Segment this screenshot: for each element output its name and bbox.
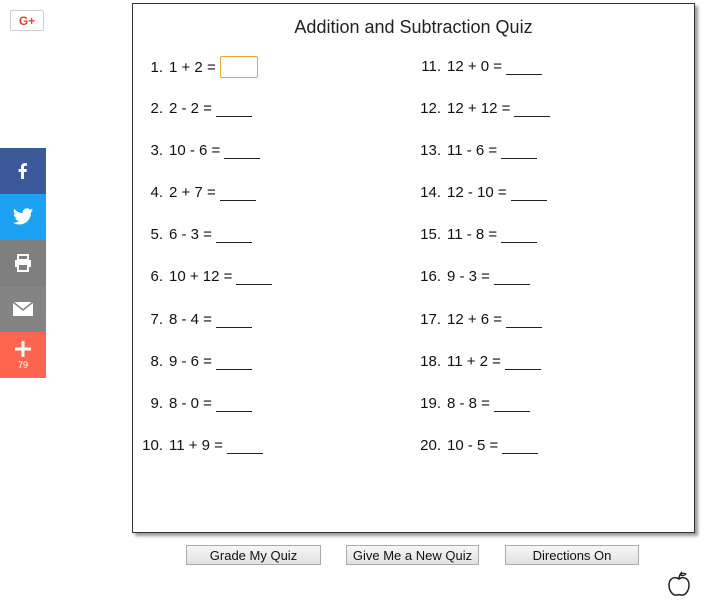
answer-input[interactable] — [502, 437, 538, 454]
question-text: 11 + 2 = — [447, 353, 501, 370]
question-number: 20. — [420, 437, 441, 454]
question-text: 2 - 2 = — [169, 100, 212, 117]
quiz-panel — [132, 3, 695, 533]
question-text: 12 + 12 = — [447, 100, 511, 117]
question-15 — [415, 226, 537, 243]
apple-logo-icon — [665, 570, 693, 598]
printer-icon — [13, 254, 33, 272]
question-number: 15. — [420, 226, 441, 243]
answer-input[interactable] — [227, 437, 263, 454]
question-4 — [137, 184, 256, 201]
question-17 — [415, 311, 542, 328]
question-number: 11. — [421, 58, 441, 75]
question-number: 16. — [420, 268, 441, 285]
question-number: 6. — [150, 268, 163, 285]
answer-input[interactable] — [216, 395, 252, 412]
question-3 — [137, 142, 260, 159]
question-text: 10 - 6 = — [169, 142, 221, 159]
facebook-icon — [13, 161, 33, 181]
question-7 — [137, 311, 252, 328]
answer-input[interactable] — [506, 58, 542, 75]
question-number: 19. — [420, 395, 441, 412]
question-number: 14. — [420, 184, 441, 201]
twitter-icon — [12, 207, 34, 227]
more-share-button[interactable] — [0, 332, 46, 378]
question-text: 2 + 7 = — [169, 184, 216, 201]
question-18 — [415, 353, 541, 370]
envelope-icon — [12, 301, 34, 317]
print-button[interactable] — [0, 240, 46, 286]
answer-input[interactable] — [220, 56, 258, 78]
question-2 — [137, 100, 252, 117]
question-number: 18. — [420, 353, 441, 370]
question-6 — [137, 268, 272, 285]
new-quiz-button[interactable]: Give Me a New Quiz — [346, 545, 479, 565]
plus-icon — [14, 340, 32, 358]
answer-input[interactable] — [505, 353, 541, 370]
question-text: 8 - 0 = — [169, 395, 212, 412]
question-text: 9 - 6 = — [169, 353, 212, 370]
question-text: 10 + 12 = — [169, 268, 233, 285]
share-bar — [0, 148, 46, 378]
answer-input[interactable] — [494, 395, 530, 412]
answer-input[interactable] — [216, 100, 252, 117]
question-9 — [137, 395, 252, 412]
question-19 — [415, 395, 530, 412]
answer-input[interactable] — [216, 311, 252, 328]
question-text: 1 + 2 = — [169, 58, 216, 76]
question-13 — [415, 142, 537, 159]
question-number: 2. — [150, 100, 163, 117]
answer-input[interactable] — [494, 268, 530, 285]
grade-quiz-button[interactable]: Grade My Quiz — [186, 545, 321, 565]
question-number: 5. — [150, 226, 163, 243]
question-1 — [137, 56, 258, 78]
question-8 — [137, 353, 252, 370]
question-text: 12 - 10 = — [447, 184, 507, 201]
answer-input[interactable] — [220, 184, 256, 201]
email-share-button[interactable] — [0, 286, 46, 332]
question-number: 7. — [150, 311, 163, 328]
question-text: 11 + 9 = — [169, 437, 223, 454]
answer-input[interactable] — [216, 226, 252, 243]
question-text: 8 - 4 = — [169, 311, 212, 328]
facebook-share-button[interactable] — [0, 148, 46, 194]
question-text: 6 - 3 = — [169, 226, 212, 243]
google-plus-label: G+ — [18, 13, 36, 28]
question-16 — [415, 268, 530, 285]
google-plus-button[interactable] — [10, 10, 44, 31]
question-12 — [415, 100, 550, 117]
question-number: 8. — [150, 353, 163, 370]
question-14 — [415, 184, 547, 201]
question-number: 3. — [150, 142, 163, 159]
answer-input[interactable] — [501, 142, 537, 159]
answer-input[interactable] — [216, 353, 252, 370]
question-number: 13. — [420, 142, 441, 159]
question-text: 8 - 8 = — [447, 395, 490, 412]
question-text: 9 - 3 = — [447, 268, 490, 285]
question-text: 11 - 6 = — [447, 142, 498, 159]
question-number: 4. — [150, 184, 163, 201]
question-20 — [415, 437, 538, 454]
answer-input[interactable] — [224, 142, 260, 159]
question-number: 17. — [420, 311, 441, 328]
answer-input[interactable] — [501, 226, 537, 243]
question-text: 12 + 6 = — [447, 311, 503, 328]
question-11 — [415, 58, 542, 75]
quiz-controls — [186, 545, 639, 565]
question-number: 12. — [420, 100, 441, 117]
question-number: 10. — [142, 437, 163, 454]
answer-input[interactable] — [236, 268, 272, 285]
directions-toggle-button[interactable]: Directions On — [505, 545, 639, 565]
answer-input[interactable] — [511, 184, 547, 201]
question-number: 9. — [150, 395, 163, 412]
question-5 — [137, 226, 252, 243]
quiz-title: Addition and Subtraction Quiz — [294, 17, 533, 37]
question-10 — [137, 437, 263, 454]
question-number: 1. — [150, 58, 163, 76]
twitter-share-button[interactable] — [0, 194, 46, 240]
answer-input[interactable] — [514, 100, 550, 117]
share-count: 79 — [17, 360, 28, 370]
question-text: 12 + 0 = — [447, 58, 503, 75]
question-text: 10 - 5 = — [447, 437, 499, 454]
question-text: 11 - 8 = — [447, 226, 498, 243]
answer-input[interactable] — [506, 311, 542, 328]
